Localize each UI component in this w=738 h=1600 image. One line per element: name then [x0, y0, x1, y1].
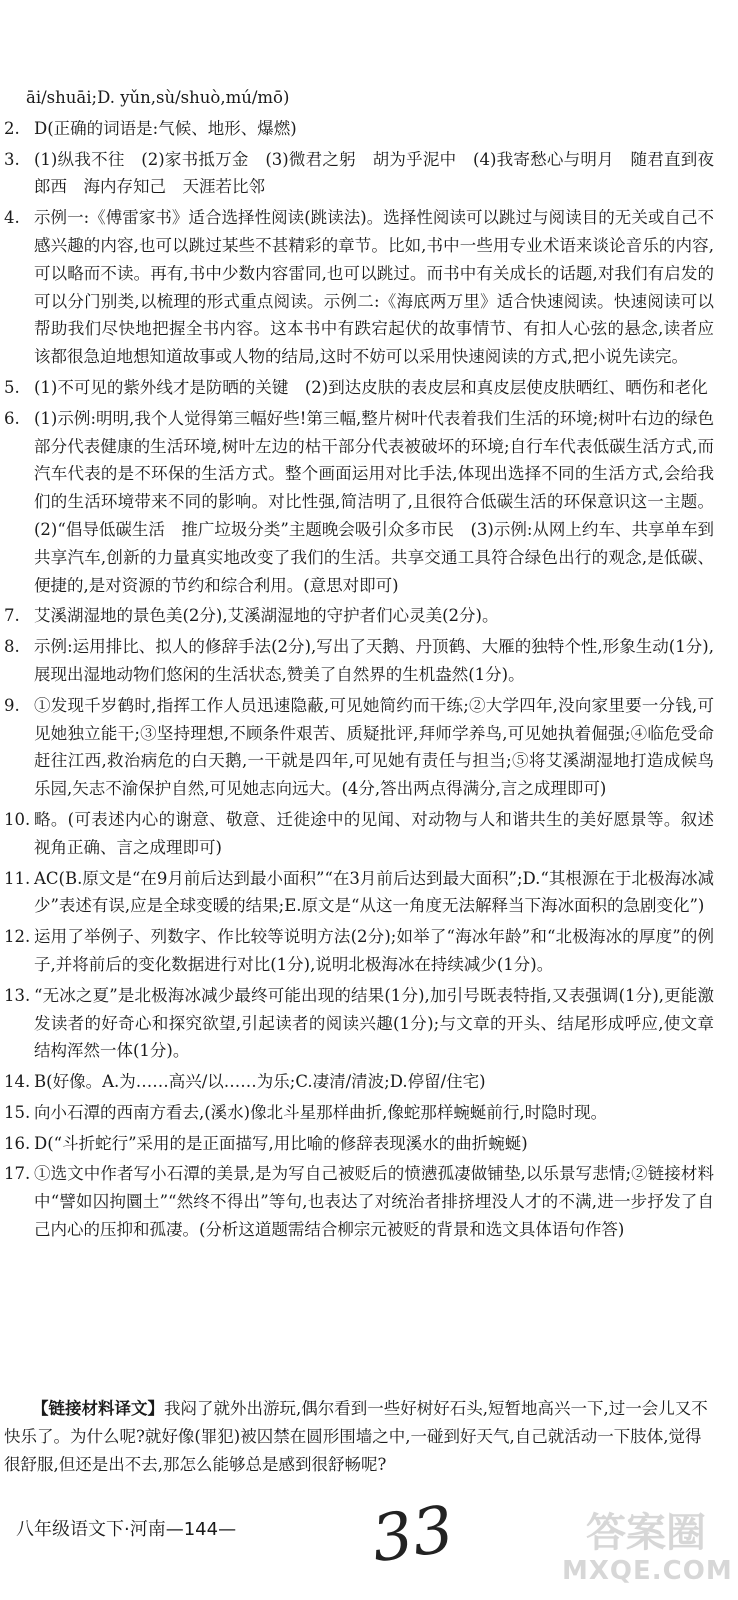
- answer-item-7: [4, 602, 714, 630]
- answer-text: D(正确的词语是:气候、地形、爆燃): [34, 118, 297, 138]
- answer-item-3: [4, 146, 714, 202]
- answer-number: 13.: [4, 985, 31, 1005]
- answer-text: ①发现千岁鹤时,指挥工作人员迅速隐蔽,可见她简约而干练;②大学四年,没向家里要一分钱,可见她独立能干;③坚持理想,不顾条件艰苦、质疑批评,拜师学养鸟,可见她执着倔强;④临危受命赶往江西,救治病危的白天鹅,一干就是四年,可见她有责任与担当;⑤将艾溪湖湿地打造成候鸟乐园,矢志不渝保护自然,可见她志向远大。(4分,答出两点得满分,言之成理即可): [34, 695, 714, 799]
- answer-text: 示例:运用排比、拟人的修辞手法(2分),写出了天鹅、丹顶鹤、大雁的独特个性,形象生动(1分),展现出湿地动物们悠闲的生活状态,赞美了自然界的生机盎然(1分)。: [34, 637, 714, 684]
- answer-number: 3.: [4, 149, 20, 169]
- answer-item-10: [4, 806, 714, 862]
- answer-text: ①选文中作者写小石潭的美景,是为写自己被贬后的愤懑孤凄做铺垫,以乐景写悲情;②链接材料中“譬如囚拘圜土”“然终不得出”等句,也表达了对统治者排挤埋没人才的不满,进一步抒发了自己内心的压抑和孤凄。(分析这道题需结合柳宗元被贬的背景和选文具体语句作答): [34, 1164, 714, 1240]
- answer-number: 10.: [4, 809, 31, 829]
- answer-item-8: [4, 633, 714, 689]
- watermark-bottom-text: MXQE.COM: [562, 1556, 733, 1586]
- answer-text: (1)纵我不往 (2)家书抵万金 (3)微君之躬 胡为乎泥中 (4)我寄愁心与明月 随君直到夜郎西 海内存知己 天涯若比邻: [34, 149, 714, 197]
- answer-number: 15.: [4, 1102, 31, 1122]
- answer-number: 14.: [4, 1072, 31, 1092]
- page-footer: 八年级语文下·河南—144—: [16, 1519, 237, 1540]
- answer-number: 2.: [4, 118, 20, 138]
- answer-item-4: [4, 204, 714, 371]
- translation-heading: 【链接材料译文】: [32, 1399, 164, 1418]
- answer-list: [4, 84, 714, 1247]
- answer-item-11: [4, 865, 714, 921]
- translation-block: [4, 1395, 710, 1478]
- answer-number: 7.: [4, 606, 20, 626]
- answer-item-13: [4, 982, 714, 1065]
- answer-text: D(“斗折蛇行”采用的是正面描写,用比喻的修辞表现溪水的曲折蜿蜒): [34, 1133, 528, 1153]
- translation-text: 我闷了就外出游玩,偶尔看到一些好树好石头,短暂地高兴一下,过一会儿又不快乐了。为什么呢?就好像(罪犯)被囚禁在圆形围墙之中,一碰到好天气,自己就活动一下肢体,觉得很舒服,但还是出不去,那怎么能够总是感到很舒畅呢?: [4, 1399, 708, 1474]
- answer-text: 示例一:《傅雷家书》适合选择性阅读(跳读法)。选择性阅读可以跳过与阅读目的无关或自己不感兴趣的内容,也可以跳过某些不甚精彩的章节。比如,书中一些用专业术语来谈论音乐的内容,可以略而不读。再有,书中少数内容雷同,也可以跳过。而书中有关成长的话题,对我们有启发的可以分门别类,以梳理的形式重点阅读。示例二:《海底两万里》适合快速阅读。快速阅读可以帮助我们尽快地把握全书内容。这本书中有跌宕起伏的故事情节、有扣人心弦的悬念,读者应该都很急迫地想知道故事或人物的结局,这时不妨可以采用快速阅读的方式,把小说先读完。: [34, 208, 714, 367]
- answer-number: 8.: [4, 637, 20, 657]
- answer-text: B(好像。A.为……高兴/以……为乐;C.凄清/清波;D.停留/住宅): [34, 1072, 486, 1092]
- answer-number: 5.: [4, 377, 20, 397]
- answer-number: 17.: [4, 1164, 31, 1184]
- answer-item-16: [4, 1130, 714, 1158]
- answer-text: 艾溪湖湿地的景色美(2分),艾溪湖湿地的守护者们心灵美(2分)。: [34, 606, 499, 626]
- handwritten-page-number: 33: [367, 1492, 459, 1578]
- answer-text: 运用了举例子、列数字、作比较等说明方法(2分);如举了“海冰年龄”和“北极海冰的厚度”的例子,并将前后的变化数据进行对比(1分),说明北极海冰在持续减少(1分)。: [34, 927, 714, 974]
- answer-item-17: [4, 1160, 714, 1243]
- answer-text: AC(B.原文是“在9月前后达到最小面积”“在3月前后达到最大面积”;D.“其根源在于北极海冰减少”表述有误,应是全球变暖的结果;E.原文是“从这一角度无法解释当下海冰面积的急剧变化”): [34, 868, 714, 916]
- watermark-top-text: 答案圈: [586, 1510, 706, 1556]
- answer-item-12: [4, 923, 714, 979]
- answer-text: “无冰之夏”是北极海冰减少最终可能出现的结果(1分),加引号既表特指,又表强调(1分),更能激发读者的好奇心和探究欲望,引起读者的阅读兴趣(1分);与文章的开头、结尾形成呼应,使文章结构浑然一体(1分)。: [34, 985, 714, 1061]
- answer-item-1-cont: [4, 84, 714, 112]
- answer-number: 12.: [4, 927, 31, 947]
- answer-text: āi/shuāi;D. yǔn,sù/shuò,mú/mō): [26, 88, 290, 107]
- answer-item-2: [4, 115, 714, 143]
- answer-text: 向小石潭的西南方看去,(溪水)像北斗星那样曲折,像蛇那样蜿蜒前行,时隐时现。: [34, 1102, 608, 1122]
- answer-item-5: [4, 374, 714, 402]
- answer-number: 6.: [4, 408, 20, 428]
- answer-number: 16.: [4, 1133, 31, 1153]
- answer-text: (1)不可见的紫外线才是防晒的关键 (2)到达皮肤的表皮层和真皮层使皮肤晒红、晒伤和老化: [34, 377, 708, 397]
- answer-item-6: [4, 405, 714, 600]
- answer-number: 9.: [4, 695, 20, 715]
- answer-number: 11.: [4, 868, 31, 888]
- answer-number: 4.: [4, 208, 20, 228]
- answer-text: (1)示例:明明,我个人觉得第三幅好些!第三幅,整片树叶代表着我们生活的环境;树叶右边的绿色部分代表健康的生活环境,树叶左边的枯干部分代表被破坏的环境;自行车代表低碳生活方式,而汽车代表的是不环保的生活方式。整个画面运用对比手法,体现出选择不同的生活方式,会给我们的生活环境带来不同的影响。对比性强,简洁明了,且很符合低碳生活的环保意识这一主题。(2)“倡导低碳生活 推广垃圾分类”主题晚会吸引众多市民 (3)示例:从网上约车、共享单车到共享汽车,创新的力量真实地改变了我们的生活。共享交通工具符合绿色出行的观念,是低碳、便捷的,是对资源的节约和综合利用。(意思对即可): [34, 408, 714, 595]
- answer-item-9: [4, 692, 714, 803]
- answer-item-15: [4, 1099, 714, 1127]
- answer-item-14: [4, 1068, 714, 1096]
- watermark-logo: [562, 1510, 733, 1594]
- answer-text: 略。(可表述内心的谢意、敬意、迁徙途中的见闻、对动物与人和谐共生的美好愿景等。叙述视角正确、言之成理即可): [34, 809, 714, 857]
